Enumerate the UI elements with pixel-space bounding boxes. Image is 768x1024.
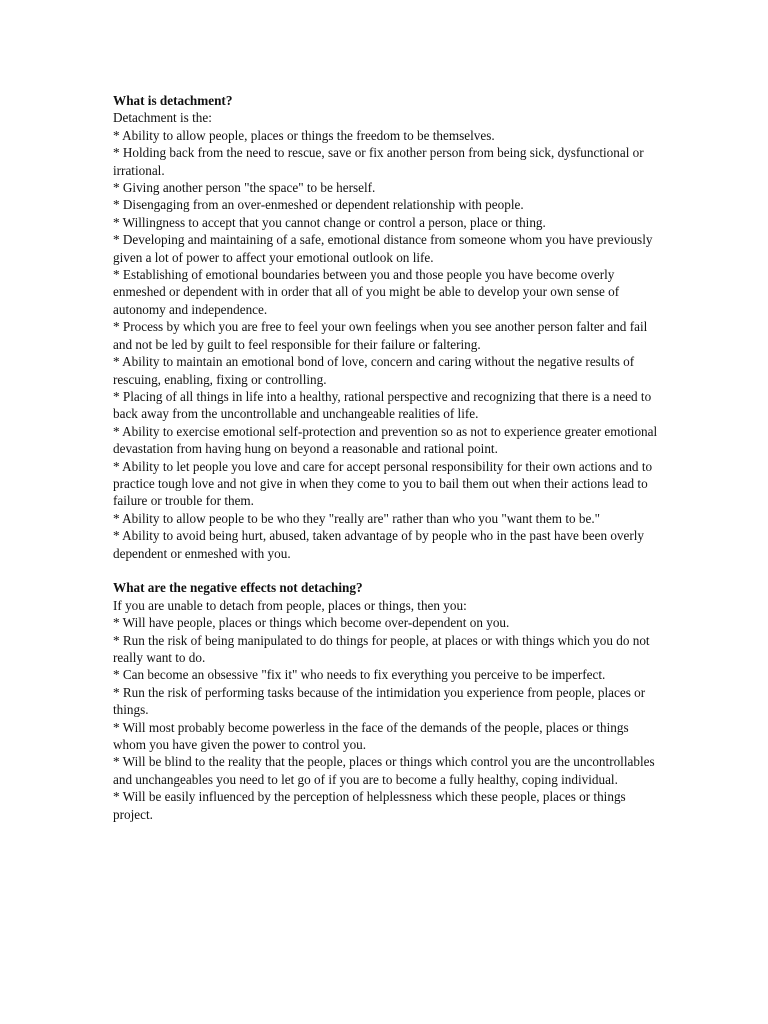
section-intro-negative-effects: If you are unable to detach from people, places or things, then you: [113, 597, 467, 613]
list-item: * Will have people, places or things which become over-dependent on you. [113, 615, 510, 631]
negative-effects-list [113, 614, 658, 823]
section-spacer [113, 562, 658, 579]
list-item: * Holding back from the need to rescue, save or fix another person from being sick, dysfunctional or irrational. [113, 145, 644, 178]
list-item: * Will most probably become powerless in the face of the demands of the people, places or things whom you have given the power to control you. [113, 719, 629, 753]
section-intro-detachment: Detachment is the: [113, 110, 212, 126]
detachment-list [113, 127, 658, 562]
list-item: * Ability to let people you love and care for accept personal responsibility for their own actions and to practice tough love and not give in when they come to you to bail them out when their actions lead to failure or trouble for them. [113, 458, 653, 509]
list-item: * Placing of all things in life into a healthy, rational perspective and recognizing that there is a need to back away from the uncontrollable and unchangeable realities of life. [113, 388, 652, 422]
document-page [113, 92, 658, 823]
list-item: * Establishing of emotional boundaries between you and those people you have become overly enmeshed or dependent with in order that all of you might be able to develop your own sense of autonomy and independence. [113, 267, 620, 317]
section-heading-negative-effects: What are the negative effects not detaching? [113, 580, 363, 596]
section-heading-detachment: What is detachment? [113, 93, 233, 108]
list-item: * Ability to maintain an emotional bond of love, concern and caring without the negative results of rescuing, enabling, fixing or controlling. [113, 354, 635, 387]
list-item: * Will be easily influenced by the perception of helplessness which these people, places or things project. [113, 789, 626, 822]
list-item: * Run the risk of performing tasks because of the intimidation you experience from people, places or things. [113, 684, 646, 718]
list-item: * Giving another person "the space" to be herself. [113, 180, 376, 196]
list-item: * Ability to avoid being hurt, abused, taken advantage of by people who in the past have been overly dependent or enmeshed with you. [113, 528, 645, 561]
list-item: * Will be blind to the reality that the people, places or things which control you are the uncontrollables and unchangeables you need to let go of if you are to become a fully healthy, coping individual. [113, 754, 655, 787]
list-item: * Run the risk of being manipulated to do things for people, at places or with things which you do not really want to do. [113, 632, 650, 665]
list-item: * Disengaging from an over-enmeshed or dependent relationship with people. [113, 197, 524, 213]
list-item: * Ability to allow people to be who they "really are" rather than who you "want them to be." [113, 510, 601, 526]
list-item: * Ability to allow people, places or things the freedom to be themselves. [113, 127, 495, 143]
list-item: * Developing and maintaining of a safe, emotional distance from someone whom you have previously given a lot of power to affect your emotional outlook on life. [113, 232, 653, 265]
list-item: * Ability to exercise emotional self-protection and prevention so as not to experience greater emotional devastation from having hung on beyond a reasonable and rational point. [113, 423, 658, 457]
list-item: * Can become an obsessive "fix it" who needs to fix everything you perceive to be imperfect. [113, 667, 606, 683]
list-item: * Willingness to accept that you cannot change or control a person, place or thing. [113, 214, 546, 230]
list-item: * Process by which you are free to feel your own feelings when you see another person falter and fail and not be led by guilt to feel responsible for their failure or faltering. [113, 319, 648, 352]
